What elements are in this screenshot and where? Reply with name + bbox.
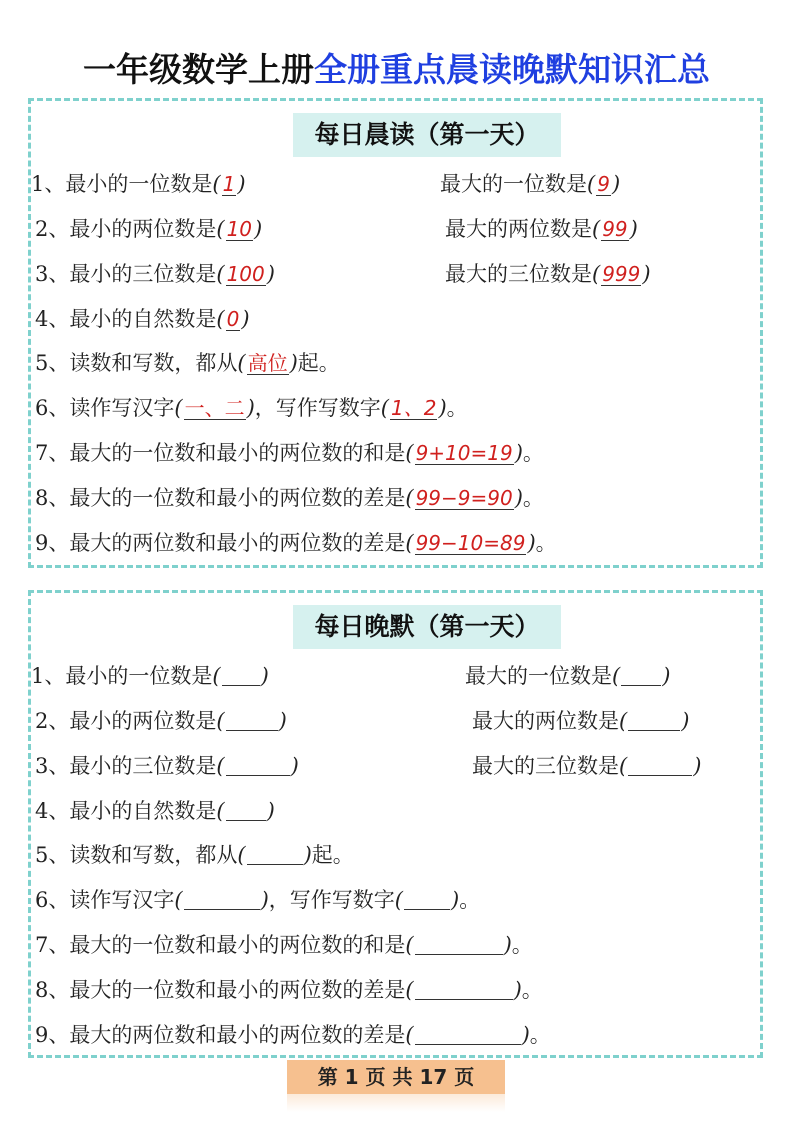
answer: 99−10=89	[415, 531, 526, 555]
answer: 1	[222, 172, 236, 196]
answer: 高位	[247, 351, 288, 375]
answer-blank[interactable]	[415, 979, 513, 1000]
answer: 999	[602, 262, 641, 286]
evening-item-9: 9、最大的两位数和最小的两位数的差是( )。	[35, 1023, 551, 1047]
evening-item-4: 4、最小的自然数是( )	[35, 799, 275, 823]
answer: 100	[226, 262, 265, 286]
evening-item-7: 7、最大的一位数和最小的两位数的和是( )。	[35, 933, 533, 957]
answer: 99	[602, 217, 628, 241]
answer-blank[interactable]	[222, 665, 260, 686]
morning-item-1: 1、最小的一位数是( 1) 最大的一位数是( 9)	[31, 172, 621, 196]
answer-blank[interactable]	[226, 755, 290, 776]
morning-item-6: 6、读作写汉字( 一、二)，写作写数字( 1、2)。	[35, 396, 468, 420]
answer: 0	[226, 307, 240, 331]
evening-item-5: 5、读数和写数，都从( )起。	[35, 843, 354, 867]
evening-item-8: 8、最大的一位数和最小的两位数的差是( )。	[35, 978, 543, 1002]
page-title	[0, 44, 793, 91]
evening-item-2: 2、最小的两位数是( ) 最大的两位数是( )	[35, 709, 690, 733]
answer-blank[interactable]	[404, 889, 450, 910]
evening-item-3: 3、最小的三位数是( ) 最大的三位数是( )	[35, 754, 702, 778]
evening-item-6: 6、读作写汉字( )，写作写数字( )。	[35, 888, 481, 912]
answer-blank[interactable]	[415, 934, 503, 955]
answer-blank[interactable]	[226, 710, 278, 731]
answer-blank[interactable]	[226, 800, 266, 821]
morning-item-3: 3、最小的三位数是( 100) 最大的三位数是( 999)	[35, 262, 651, 286]
title-part1: 一年级数学上册	[83, 50, 314, 89]
morning-reading-box	[28, 98, 763, 568]
answer-blank[interactable]	[628, 755, 692, 776]
answer-blank[interactable]	[628, 710, 680, 731]
morning-item-2: 2、最小的两位数是( 10) 最大的两位数是( 99)	[35, 217, 638, 241]
morning-section-title: 每日晨读（第一天）	[293, 113, 561, 157]
answer-blank[interactable]	[184, 889, 260, 910]
answer: 1、2	[390, 396, 437, 420]
morning-item-4: 4、最小的自然数是( 0)	[35, 307, 250, 331]
title-part2: 全册重点晨读晚默知识汇总	[314, 50, 710, 89]
morning-item-7: 7、最大的一位数和最小的两位数的和是( 9+10=19)。	[35, 441, 544, 465]
answer: 10	[226, 217, 253, 241]
answer: 9+10=19	[415, 441, 513, 465]
evening-item-1: 1、最小的一位数是( ) 最大的一位数是( )	[31, 664, 671, 688]
morning-item-5: 5、读数和写数，都从( 高位)起。	[35, 351, 340, 375]
footer-reflection	[287, 1094, 505, 1112]
answer: 9	[597, 172, 610, 196]
answer-blank[interactable]	[247, 844, 303, 865]
morning-item-9: 9、最大的两位数和最小的两位数的差是( 99−10=89)。	[35, 531, 557, 555]
answer: 99−9=90	[415, 486, 513, 510]
morning-item-8: 8、最大的一位数和最小的两位数的差是( 99−9=90)。	[35, 486, 544, 510]
answer: 一、二	[184, 396, 245, 420]
answer-blank[interactable]	[415, 1024, 521, 1045]
answer-blank[interactable]	[621, 665, 661, 686]
evening-dictation-box	[28, 590, 763, 1058]
page-number-label: 第 1 页 共 17 页	[287, 1060, 505, 1094]
evening-section-title: 每日晚默（第一天）	[293, 605, 561, 649]
